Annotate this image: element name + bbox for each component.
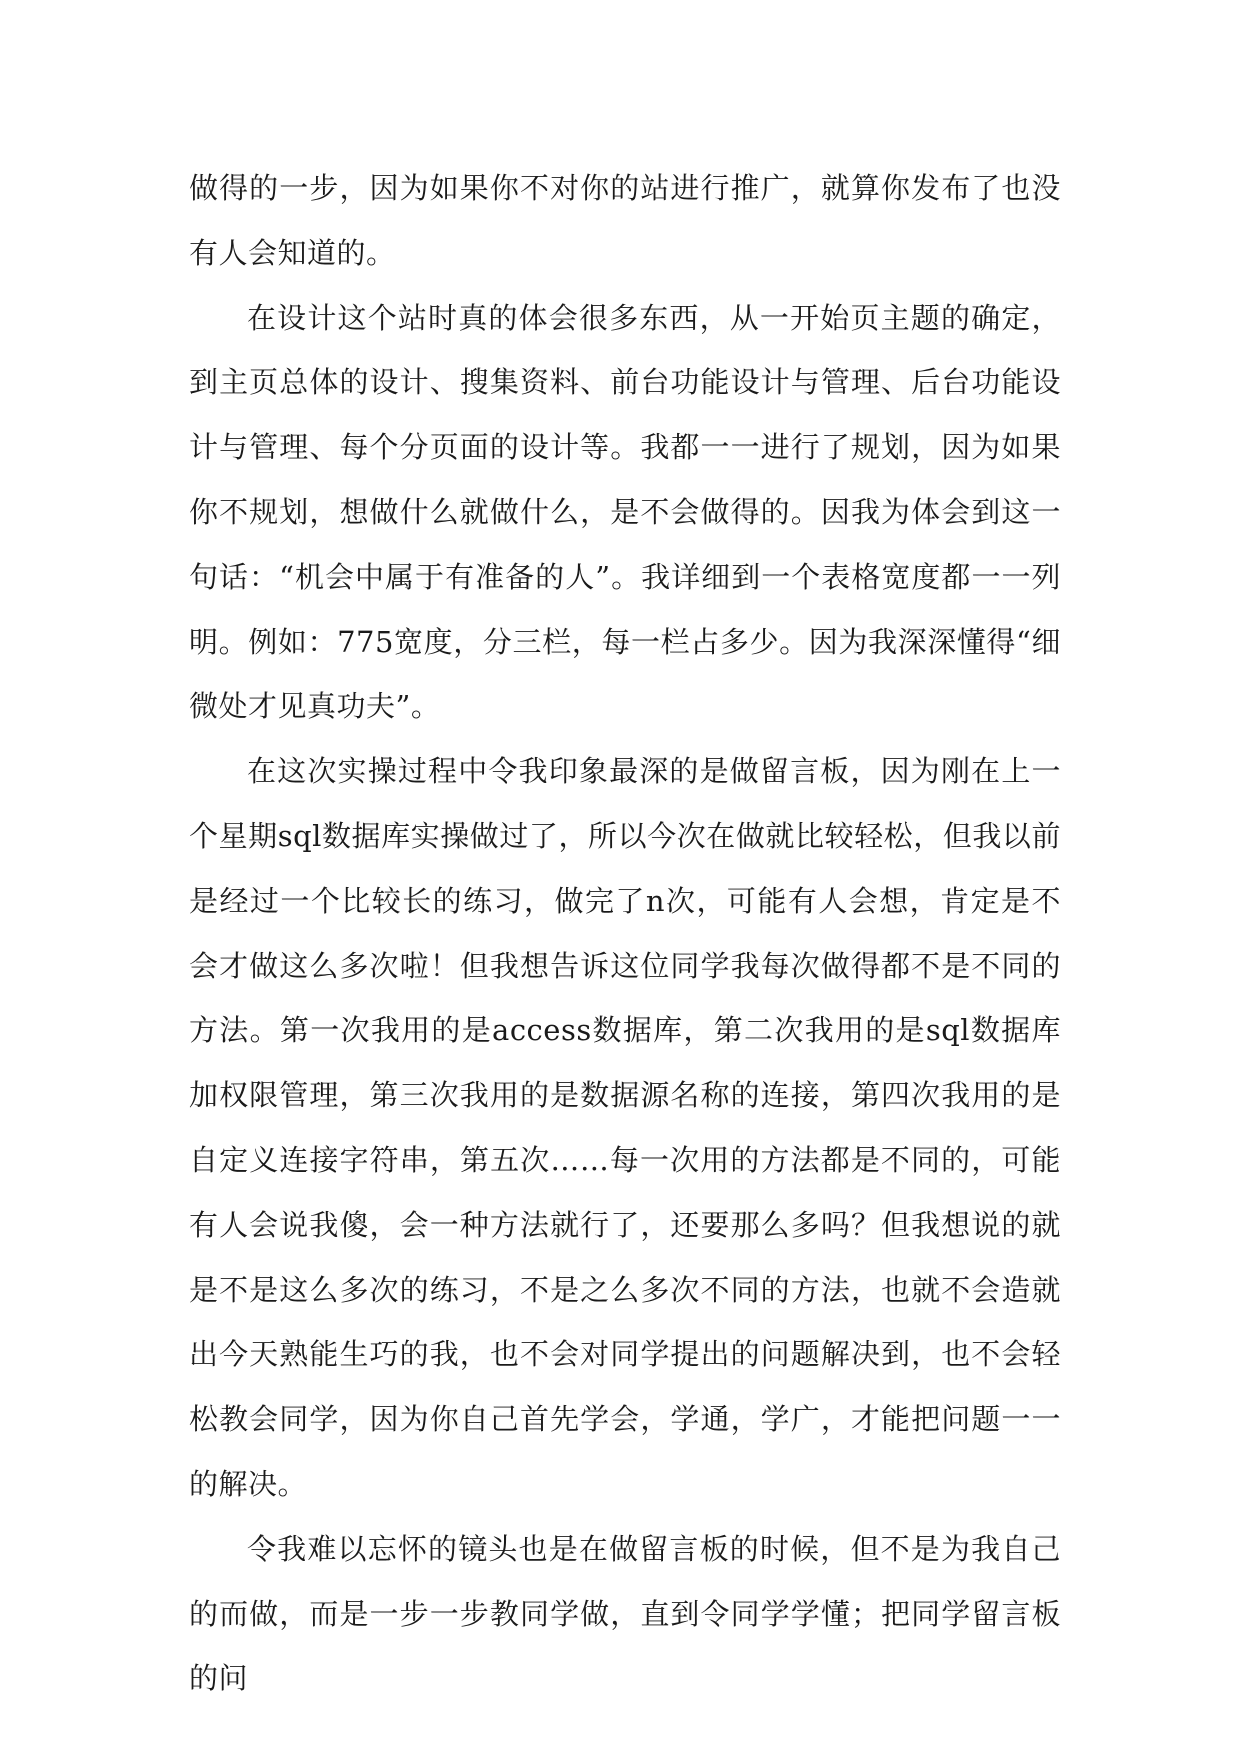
- paragraph-1: 做得的一步，因为如果你不对你的站进行推广，就算你发布了也没有人会知道的。: [189, 171, 1061, 270]
- paragraph-2: 在设计这个站时真的体会很多东西，从一开始页主题的确定，到主页总体的设计、搜集资料、前台功能设计与管理、后台功能设计与管理、每个分页面的设计等。我都一一进行了规划，因为如果你不规划，想做什么就做什么，是不会做得的。因我为体会到这一句话：“机会中属于有准备的人”。我详细到一个表格宽度都一一列明。例如：775宽度，分三栏，每一栏占多少。因为我深深懂得“细微处才见真功夫”。: [189, 300, 1061, 724]
- document-body: [189, 156, 1061, 1711]
- paragraph-3: 在这次实操过程中令我印象最深的是做留言板，因为刚在上一个星期sql数据库实操做过了，所以今次在做就比较轻松，但我以前是经过一个比较长的练习，做完了n次，可能有人会想，肯定是不会才做这么多次啦！但我想告诉这位同学我每次做得都不是不同的方法。第一次我用的是access数据库，第二次我用的是sql数据库加权限管理，第三次我用的是数据源名称的连接，第四次我用的是自定义连接字符串，第五次……每一次用的方法都是不同的，可能有人会说我傻，会一种方法就行了，还要那么多吗？但我想说的就是不是这么多次的练习，不是之么多次不同的方法，也就不会造就出今天熟能生巧的我，也不会对同学提出的问题解决到，也不会轻松教会同学，因为你自己首先学会，学通，学广，才能把问题一一的解决。: [189, 754, 1061, 1501]
- paragraph-4: 令我难以忘怀的镜头也是在做留言板的时候，但不是为我自己的而做，而是一步一步教同学做，直到令同学学懂；把同学留言板的问: [189, 1531, 1061, 1696]
